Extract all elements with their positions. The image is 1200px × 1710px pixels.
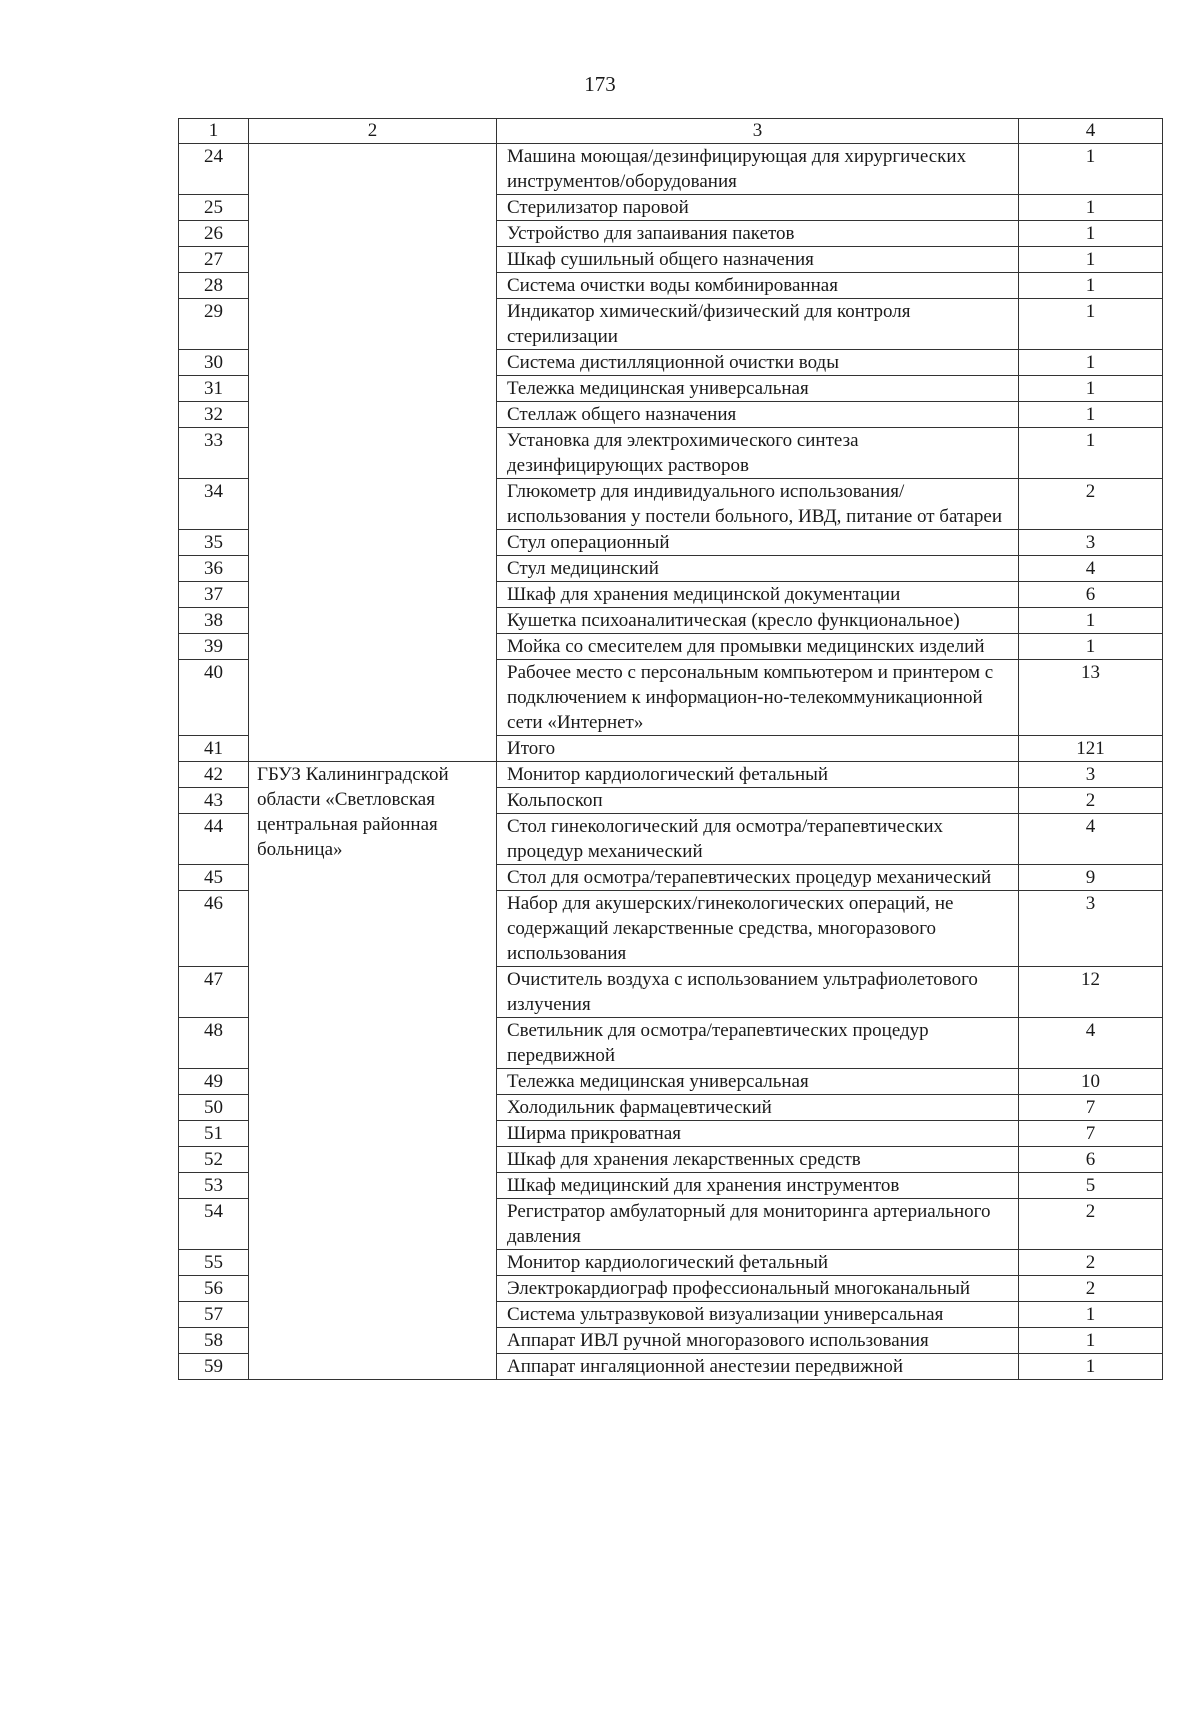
equipment-name: Устройство для запаивания пакетов (497, 221, 1019, 247)
row-number: 28 (179, 273, 249, 299)
equipment-quantity: 1 (1019, 221, 1163, 247)
equipment-quantity: 2 (1019, 1199, 1163, 1250)
equipment-quantity: 1 (1019, 195, 1163, 221)
equipment-quantity: 1 (1019, 247, 1163, 273)
row-number: 48 (179, 1018, 249, 1069)
equipment-name: Стол для осмотра/терапевтических процедур механический (497, 865, 1019, 891)
equipment-name: Шкаф для хранения медицинской документации (497, 582, 1019, 608)
equipment-name: Кольпоскоп (497, 788, 1019, 814)
row-number: 29 (179, 299, 249, 350)
header-cell: 3 (497, 119, 1019, 144)
equipment-quantity: 6 (1019, 582, 1163, 608)
header-cell: 4 (1019, 119, 1163, 144)
table-row (179, 762, 1163, 788)
header-cell: 1 (179, 119, 249, 144)
equipment-quantity: 12 (1019, 967, 1163, 1018)
equipment-name: Шкаф для хранения лекарственных средств (497, 1147, 1019, 1173)
equipment-name: Стул медицинский (497, 556, 1019, 582)
equipment-quantity: 9 (1019, 865, 1163, 891)
row-number: 36 (179, 556, 249, 582)
header-row (179, 119, 1163, 144)
row-number: 38 (179, 608, 249, 634)
organization-cell (249, 144, 497, 762)
equipment-name: Глюкометр для индивидуального использования/использования у постели больного, ИВД, питание от батареи (497, 479, 1019, 530)
row-number: 54 (179, 1199, 249, 1250)
equipment-name: Рабочее место с персональным компьютером и принтером с подключением к информацион-но-телекоммуникационной сети «Интернет» (497, 660, 1019, 736)
equipment-name: Система ультразвуковой визуализации универсальная (497, 1302, 1019, 1328)
table-row (179, 144, 1163, 195)
equipment-name: Система дистилляционной очистки воды (497, 350, 1019, 376)
equipment-name: Стул операционный (497, 530, 1019, 556)
equipment-quantity: 2 (1019, 1276, 1163, 1302)
equipment-name: Шкаф сушильный общего назначения (497, 247, 1019, 273)
row-number: 25 (179, 195, 249, 221)
row-number: 55 (179, 1250, 249, 1276)
equipment-table (178, 118, 1163, 1380)
row-number: 41 (179, 736, 249, 762)
equipment-name: Стол гинекологический для осмотра/терапевтических процедур механический (497, 814, 1019, 865)
equipment-quantity: 1 (1019, 634, 1163, 660)
equipment-name: Индикатор химический/физический для контроля стерилизации (497, 299, 1019, 350)
equipment-name: Электрокардиограф профессиональный многоканальный (497, 1276, 1019, 1302)
equipment-name: Стерилизатор паровой (497, 195, 1019, 221)
organization-cell: ГБУЗ Калининградской области «Светловская центральная районная больница» (249, 762, 497, 1380)
row-number: 32 (179, 402, 249, 428)
equipment-quantity: 1 (1019, 299, 1163, 350)
equipment-quantity: 3 (1019, 891, 1163, 967)
equipment-quantity: 1 (1019, 350, 1163, 376)
row-number: 39 (179, 634, 249, 660)
equipment-quantity: 2 (1019, 1250, 1163, 1276)
equipment-quantity: 10 (1019, 1069, 1163, 1095)
row-number: 33 (179, 428, 249, 479)
equipment-quantity: 2 (1019, 788, 1163, 814)
equipment-quantity: 1 (1019, 1328, 1163, 1354)
row-number: 31 (179, 376, 249, 402)
row-number: 24 (179, 144, 249, 195)
row-number: 56 (179, 1276, 249, 1302)
equipment-quantity: 1 (1019, 273, 1163, 299)
equipment-name: Регистратор амбулаторный для мониторинга артериального давления (497, 1199, 1019, 1250)
equipment-quantity: 4 (1019, 1018, 1163, 1069)
row-number: 35 (179, 530, 249, 556)
equipment-quantity: 3 (1019, 762, 1163, 788)
equipment-name: Светильник для осмотра/терапевтических процедур передвижной (497, 1018, 1019, 1069)
equipment-quantity: 1 (1019, 1302, 1163, 1328)
equipment-name: Аппарат ИВЛ ручной многоразового использования (497, 1328, 1019, 1354)
equipment-name: Аппарат ингаляционной анестезии передвижной (497, 1354, 1019, 1380)
equipment-name: Тележка медицинская универсальная (497, 1069, 1019, 1095)
equipment-name: Очиститель воздуха с использованием ультрафиолетового излучения (497, 967, 1019, 1018)
row-number: 34 (179, 479, 249, 530)
equipment-quantity: 5 (1019, 1173, 1163, 1199)
equipment-name: Холодильник фармацевтический (497, 1095, 1019, 1121)
row-number: 46 (179, 891, 249, 967)
equipment-quantity: 4 (1019, 556, 1163, 582)
equipment-quantity: 7 (1019, 1095, 1163, 1121)
equipment-quantity: 4 (1019, 814, 1163, 865)
row-number: 53 (179, 1173, 249, 1199)
equipment-quantity: 2 (1019, 479, 1163, 530)
equipment-quantity: 1 (1019, 144, 1163, 195)
row-number: 37 (179, 582, 249, 608)
equipment-quantity: 1 (1019, 1354, 1163, 1380)
equipment-name: Мойка со смесителем для промывки медицинских изделий (497, 634, 1019, 660)
row-number: 45 (179, 865, 249, 891)
row-number: 51 (179, 1121, 249, 1147)
equipment-quantity: 13 (1019, 660, 1163, 736)
equipment-name: Монитор кардиологический фетальный (497, 1250, 1019, 1276)
equipment-quantity: 1 (1019, 402, 1163, 428)
row-number: 43 (179, 788, 249, 814)
row-number: 52 (179, 1147, 249, 1173)
equipment-quantity: 1 (1019, 428, 1163, 479)
equipment-quantity: 1 (1019, 608, 1163, 634)
row-number: 59 (179, 1354, 249, 1380)
row-number: 27 (179, 247, 249, 273)
row-number: 47 (179, 967, 249, 1018)
row-number: 49 (179, 1069, 249, 1095)
row-number: 58 (179, 1328, 249, 1354)
page-number: 173 (584, 72, 616, 96)
equipment-name: Ширма прикроватная (497, 1121, 1019, 1147)
total-quantity: 121 (1019, 736, 1163, 762)
equipment-name: Машина моющая/дезинфицирующая для хирургических инструментов/оборудования (497, 144, 1019, 195)
equipment-name: Система очистки воды комбинированная (497, 273, 1019, 299)
equipment-name: Установка для электрохимического синтеза дезинфицирующих растворов (497, 428, 1019, 479)
row-number: 57 (179, 1302, 249, 1328)
row-number: 40 (179, 660, 249, 736)
equipment-name: Тележка медицинская универсальная (497, 376, 1019, 402)
equipment-quantity: 3 (1019, 530, 1163, 556)
row-number: 42 (179, 762, 249, 788)
row-number: 44 (179, 814, 249, 865)
equipment-name: Шкаф медицинский для хранения инструментов (497, 1173, 1019, 1199)
equipment-quantity: 1 (1019, 376, 1163, 402)
equipment-name: Монитор кардиологический фетальный (497, 762, 1019, 788)
equipment-name: Стеллаж общего назначения (497, 402, 1019, 428)
header-cell: 2 (249, 119, 497, 144)
equipment-name: Кушетка психоаналитическая (кресло функциональное) (497, 608, 1019, 634)
total-label: Итого (497, 736, 1019, 762)
row-number: 26 (179, 221, 249, 247)
row-number: 50 (179, 1095, 249, 1121)
row-number: 30 (179, 350, 249, 376)
equipment-name: Набор для акушерских/гинекологических операций, не содержащий лекарственные средства, многоразового использования (497, 891, 1019, 967)
equipment-quantity: 7 (1019, 1121, 1163, 1147)
equipment-quantity: 6 (1019, 1147, 1163, 1173)
